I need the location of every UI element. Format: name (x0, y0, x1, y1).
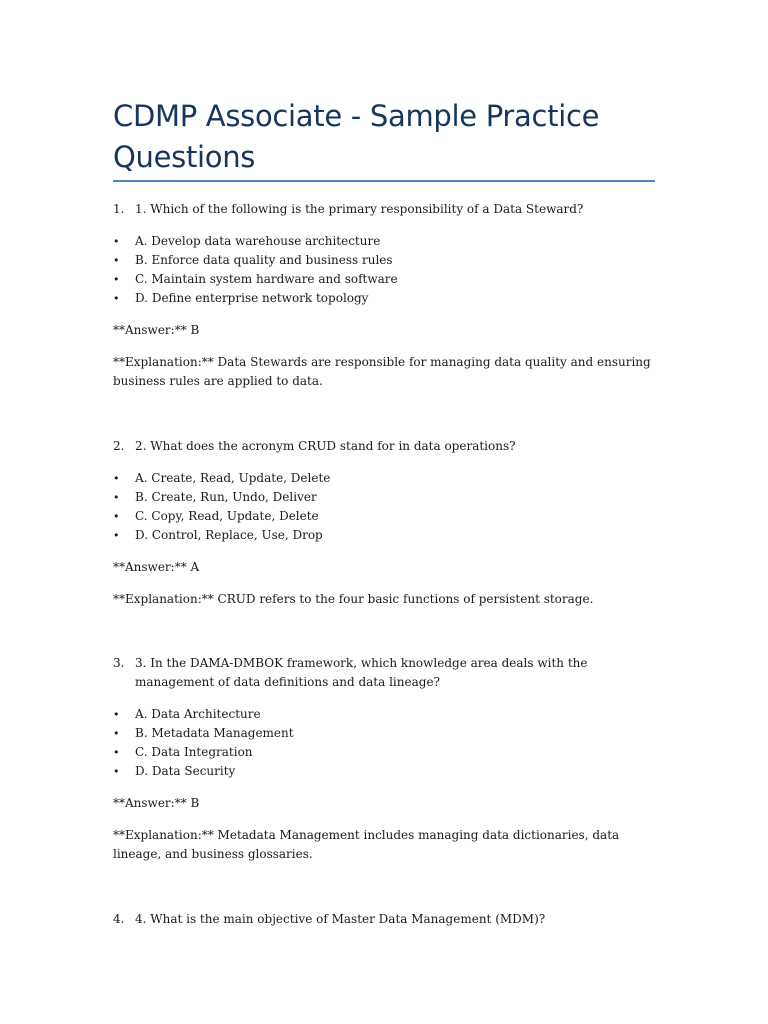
answer-text: **Answer:** A (113, 560, 200, 574)
option-item (113, 743, 655, 762)
option-text: B. Create, Run, Undo, Deliver (135, 490, 317, 504)
option-text: B. Metadata Management (135, 726, 294, 740)
bullet-icon: • (113, 510, 120, 523)
bullet-icon: • (113, 746, 120, 759)
question-text: 1. Which of the following is the primary responsibility of a Data Steward? (135, 202, 584, 216)
question-text: 3. In the DAMA-DMBOK framework, which knowledge area deals with the management of data definitions and data lineage? (135, 656, 588, 689)
question-number: 4. (113, 912, 125, 926)
option-text: C. Copy, Read, Update, Delete (135, 509, 319, 523)
option-text: D. Data Security (135, 764, 236, 778)
bullet-icon: • (113, 529, 120, 542)
option-item (113, 289, 655, 308)
option-text: A. Create, Read, Update, Delete (135, 471, 331, 485)
bullet-icon: • (113, 273, 120, 286)
bullet-icon: • (113, 765, 120, 778)
option-item (113, 469, 655, 488)
bullet-icon: • (113, 235, 120, 248)
bullet-icon: • (113, 727, 120, 740)
explanation-text: **Explanation:** Data Stewards are responsible for managing data quality and ensuring business rules are applied to data. (113, 355, 651, 388)
title-underline (113, 180, 655, 182)
answer-text: **Answer:** B (113, 323, 200, 337)
option-text: C. Data Integration (135, 745, 253, 759)
option-item (113, 232, 655, 251)
question-1 (113, 200, 655, 391)
option-list (113, 705, 655, 781)
explanation-text: **Explanation:** CRUD refers to the four basic functions of persistent storage. (113, 592, 594, 606)
option-list (113, 232, 655, 308)
question-text: 4. What is the main objective of Master Data Management (MDM)? (135, 912, 546, 926)
bullet-icon: • (113, 472, 120, 485)
question-number: 1. (113, 202, 125, 216)
page-title: CDMP Associate - Sample Practice Questions (113, 99, 600, 174)
option-item (113, 507, 655, 526)
option-item (113, 705, 655, 724)
option-text: C. Maintain system hardware and software (135, 272, 398, 286)
option-item (113, 526, 655, 545)
bullet-icon: • (113, 292, 120, 305)
bullet-icon: • (113, 491, 120, 504)
option-text: A. Develop data warehouse architecture (135, 234, 381, 248)
question-2 (113, 437, 655, 609)
question-number: 3. (113, 656, 125, 670)
question-3 (113, 654, 655, 864)
question-4 (113, 910, 655, 929)
option-text: D. Control, Replace, Use, Drop (135, 528, 323, 542)
option-item (113, 762, 655, 781)
bullet-icon: • (113, 708, 120, 721)
option-text: D. Define enterprise network topology (135, 291, 369, 305)
question-line (113, 437, 655, 456)
explanation-text: **Explanation:** Metadata Management includes managing data dictionaries, data lineage, and business glossaries. (113, 828, 620, 861)
option-item (113, 270, 655, 289)
question-text: 2. What does the acronym CRUD stand for in data operations? (135, 439, 516, 453)
option-list (113, 469, 655, 545)
option-item (113, 251, 655, 270)
option-text: A. Data Architecture (135, 707, 261, 721)
option-text: B. Enforce data quality and business rules (135, 253, 393, 267)
option-item (113, 488, 655, 507)
question-line (113, 910, 655, 929)
question-line (113, 200, 655, 219)
answer-text: **Answer:** B (113, 796, 200, 810)
question-line (113, 654, 655, 692)
bullet-icon: • (113, 254, 120, 267)
option-item (113, 724, 655, 743)
question-number: 2. (113, 439, 125, 453)
